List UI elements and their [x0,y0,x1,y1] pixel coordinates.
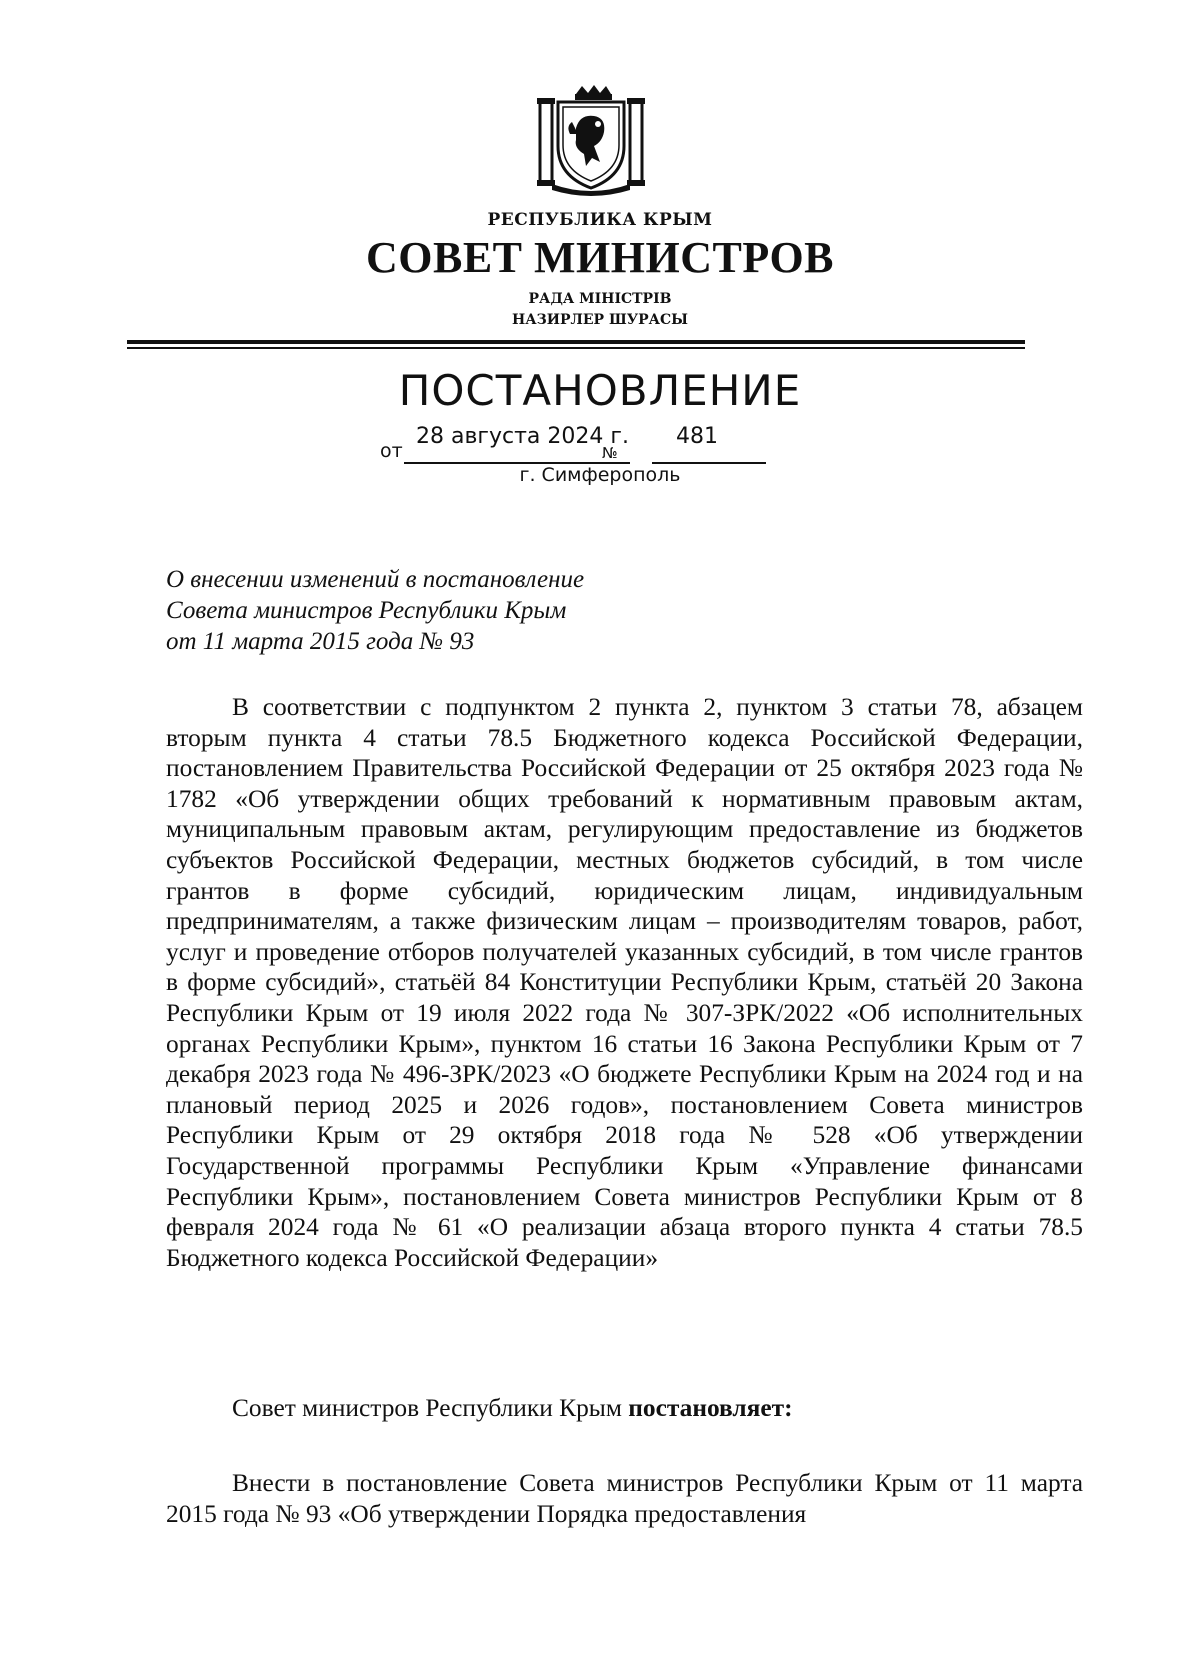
document-number: 481 [676,424,718,449]
resolves-line [232,1394,793,1423]
header-divider-thick [127,340,1025,344]
date-from-label: от [380,440,403,462]
republic-heading: РЕСПУБЛИКА КРЫМ [487,210,713,230]
title-line-3: от 11 марта 2015 года № 93 [166,628,475,655]
operative-paragraph: Внести в постановление Совета министров Республики Крым от 11 марта 2015 года № 93 «Об утверждении Порядка предоставления [166,1469,1083,1528]
number-label: № [602,444,618,462]
document-type-heading: ПОСТАНОВЛЕНИЕ [398,366,802,415]
date-number-line [380,420,780,460]
document-date: 28 августа 2024 г. [416,424,629,449]
document-title [166,564,766,657]
coat-of-arms-icon [532,84,650,196]
council-heading-ukrainian: РАДА МІНІСТРІВ [528,291,672,307]
document-city: г. Симферополь [519,464,681,486]
council-heading: СОВЕТ МИНИСТРОВ [365,233,835,282]
resolves-prefix: Совет министров Республики Крым [232,1394,629,1422]
title-line-1: О внесении изменений в постановление [166,566,585,593]
resolves-keyword: постановляет: [628,1394,793,1422]
header-divider-thin [127,347,1025,349]
preamble-paragraph: В соответствии с подпунктом 2 пункта 2, пунктом 3 статьи 78, абзацем вторым пункта 4 статьи 78.5 Бюджетного кодекса Российской Федерации, постановлением Правительства Российской Федерации от 25 октября 2023 года № 1782 «Об утверждении общих требований к нормативным правовым актам, муниципальным правовым актам, регулирующим предоставление из бюджетов субъектов Российской Федерации, местных бюджетов субсидий, в том числе грантов в форме субсидий, юридическим лицам, индивидуальным предпринимателям, а также физическим лицам – производителям товаров, работ, услуг и проведение отборов получателей указанных субсидий, в том числе грантов в форме субсидий», статьёй 84 Конституции Республики Крым, статьёй 20 Закона Республики Крым от 19 июля 2022 года № 307-ЗРК/2022 «Об исполнительных органах Республики Крым», пунктом 16 статьи 16 Закона Республики Крым от 7 декабря 2023 года № 496-ЗРК/2023 «О бюджете Республики Крым на 2024 год и на плановый период 2025 и 2026 годов», постановлением Совета министров Республики Крым от 29 октября 2018 года № 528 «Об утверждении Государственной программы Республики Крым «Управление финансами Республики Крым», постановлением Совета министров Республики Крым от 8 февраля 2024 года № 61 «О реализации абзаца второго пункта 4 статьи 78.5 Бюджетного кодекса Российской Федерации» [166,693,1083,1272]
title-line-2: Совета министров Республики Крым [166,597,567,624]
council-heading-crimean-tatar: НАЗИРЛЕР ШУРАСЫ [512,312,688,328]
